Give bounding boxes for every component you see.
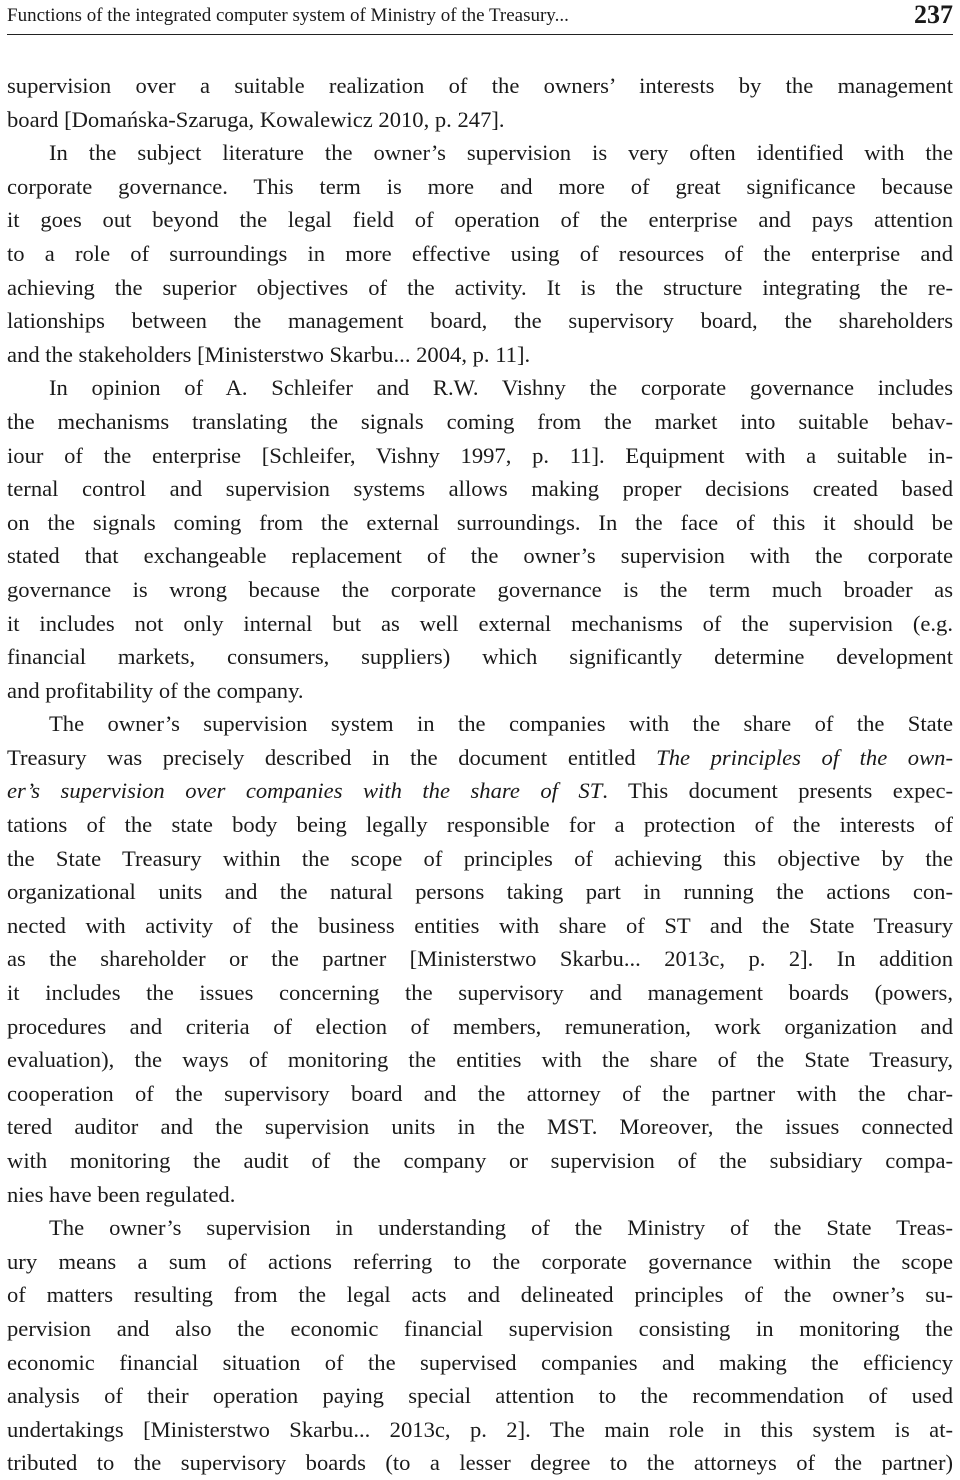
- text-line: In the subject literature the owner’s supervision is very often identified with the: [49, 140, 953, 166]
- text-line: with monitoring the audit of the company or supervision of the subsidiary compa-: [7, 1148, 953, 1173]
- text-line: The owner’s supervision system in the companies with the share of the State: [49, 711, 953, 737]
- document-title-italic: The principles of the own-: [656, 744, 953, 770]
- text-line: tations of the state body being legally responsible for a protection of the interests of: [7, 812, 953, 838]
- text-line: [7, 774, 953, 808]
- text-line: iour of the enterprise [Schleifer, Vishny 1997, p. 11]. Equipment with a suitable in-: [7, 442, 953, 468]
- text-line: economic financial situation of the supervised companies and making the efficiency: [7, 1349, 953, 1375]
- running-header: [7, 0, 953, 35]
- text-line: stated that exchangeable replacement of the owner’s supervision with the corporate: [7, 543, 953, 569]
- text-line: and profitability of the company.: [7, 677, 304, 703]
- text-line: pervision and also the economic financial supervision consisting in monitoring the: [7, 1315, 953, 1341]
- text-line: the mechanisms translating the signals coming from the market into suitable behav-: [7, 408, 953, 434]
- text-line: on the signals coming from the external surroundings. In the face of this it should be: [7, 509, 953, 535]
- text-line: to a role of surroundings in more effective using of resources of the enterprise and: [7, 240, 953, 266]
- body-text: [7, 69, 953, 1480]
- text-line: it goes out beyond the legal field of operation of the enterprise and pays attention: [7, 207, 953, 233]
- text-line: corporate governance. This term is more and more of great significance because: [7, 173, 953, 199]
- page-number: 237: [914, 0, 953, 29]
- text-line: The owner’s supervision in understanding of the Ministry of the State Treas-: [49, 1215, 953, 1241]
- text-line: the State Treasury within the scope of principles of achieving this objective by the: [7, 845, 953, 871]
- text-line: evaluation), the ways of monitoring the entities with the share of the State Treasury,: [7, 1047, 953, 1073]
- text-line: procedures and criteria of election of members, remuneration, work organization and: [7, 1013, 953, 1039]
- text-line: financial markets, consumers, suppliers) which significantly determine development: [7, 644, 953, 670]
- text-run: Treasury was precisely described in the document entitled: [7, 744, 657, 770]
- text-line: cooperation of the supervisory board and the attorney of the partner with the char-: [7, 1080, 953, 1106]
- text-line: it includes the issues concerning the supervisory and management boards (powers,: [7, 980, 953, 1006]
- document-title-italic: er’s supervision over companies with the share of ST: [7, 778, 603, 804]
- text-line: In opinion of A. Schleifer and R.W. Vishny the corporate governance includes: [49, 375, 953, 401]
- running-title: Functions of the integrated computer system of Ministry of the Treasury...: [7, 5, 569, 26]
- text-line: nies have been regulated.: [7, 1181, 236, 1207]
- text-line: supervision over a suitable realization of the owners’ interests by the management: [7, 73, 953, 98]
- text-line: lationships between the management board, the supervisory board, the shareholders: [7, 308, 953, 334]
- text-line: analysis of their operation paying special attention to the recommendation of used: [7, 1383, 953, 1409]
- text-line: governance is wrong because the corporate governance is the term much broader as: [7, 576, 953, 602]
- text-line: organizational units and the natural persons taking part in running the actions con-: [7, 879, 953, 905]
- text-line: and the stakeholders [Ministerstwo Skarbu... 2004, p. 11].: [7, 341, 531, 367]
- text-run: . This document presents expec-: [602, 778, 953, 804]
- text-line: ternal control and supervision systems allows making proper decisions created based: [7, 476, 953, 502]
- text-line: nected with activity of the business entities with share of ST and the State Treasury: [7, 912, 953, 938]
- text-line: undertakings [Ministerstwo Skarbu... 2013c, p. 2]. The main role in this system is at-: [7, 1416, 953, 1442]
- text-line: [7, 741, 953, 775]
- text-line: tributed to the supervisory boards (to a lesser degree to the attorneys of the partner): [7, 1450, 953, 1476]
- text-line: of matters resulting from the legal acts and delineated principles of the owner’s su-: [7, 1282, 953, 1308]
- text-line: it includes not only internal but as well external mechanisms of the supervision (e.g.: [7, 610, 953, 636]
- text-line: as the shareholder or the partner [Ministerstwo Skarbu... 2013c, p. 2]. In addition: [7, 946, 953, 972]
- text-line: ury means a sum of actions referring to the corporate governance within the scope: [7, 1248, 953, 1274]
- text-line: achieving the superior objectives of the activity. It is the structure integrating the re-: [7, 274, 953, 300]
- text-line: tered auditor and the supervision units in the MST. Moreover, the issues connected: [7, 1114, 953, 1140]
- text-line: board [Domańska-Szaruga, Kowalewicz 2010, p. 247].: [7, 106, 505, 132]
